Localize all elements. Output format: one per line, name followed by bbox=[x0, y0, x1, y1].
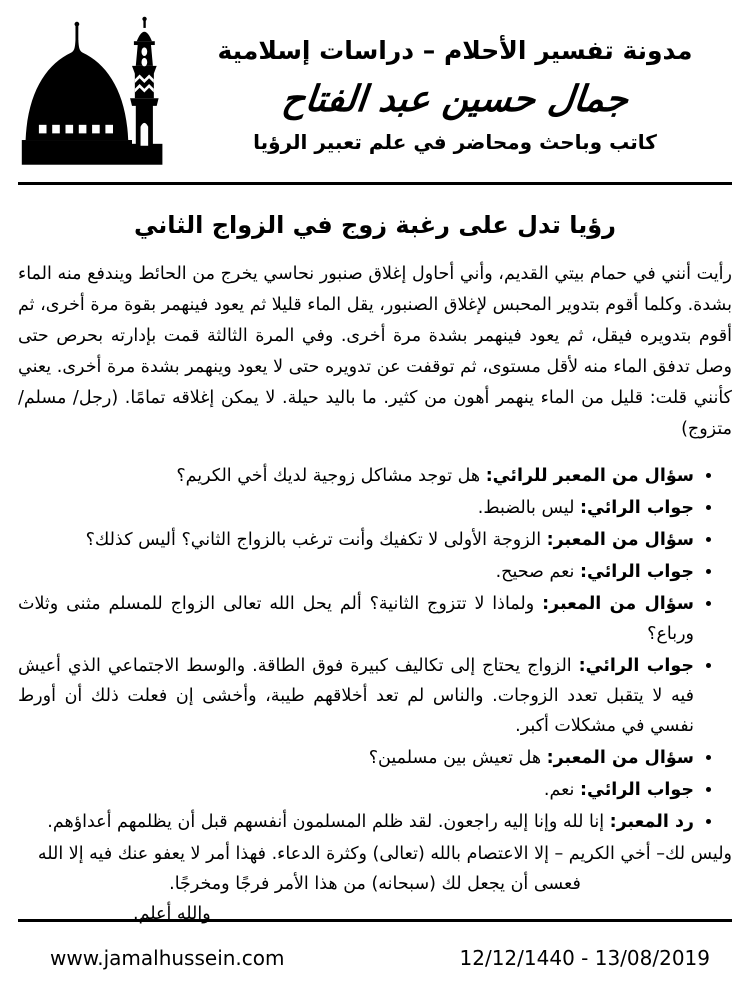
qa-item bbox=[18, 461, 694, 491]
qa-text: ليس بالضبط. bbox=[477, 498, 575, 518]
qa-item bbox=[18, 651, 694, 741]
qa-text: الزوجة الأولى لا تكفيك وأنت ترغب بالزواج الثاني؟ أليس كذلك؟ bbox=[85, 530, 542, 550]
qa-list bbox=[18, 461, 708, 837]
article-title: رؤيا تدل على رغبة زوج في الزواج الثاني bbox=[134, 211, 616, 239]
qa-label: جواب الرائي: bbox=[580, 780, 694, 800]
page-date: 12/12/1440 - 13/08/2019 bbox=[459, 946, 710, 970]
qa-text: نعم صحيح. bbox=[495, 562, 575, 582]
qa-label: سؤال من المعبر: bbox=[542, 594, 694, 614]
mosque-icon bbox=[18, 14, 170, 172]
allah-knows-best: والله أعلم. bbox=[133, 904, 211, 924]
blog-title: مدونة تفسير الأحلام – دراسات إسلامية bbox=[217, 36, 693, 65]
qa-item bbox=[18, 557, 694, 587]
closing-advice: وليس لك– أخي الكريم – إلا الاعتصام بالله (تعالى) وكثرة الدعاء. فهذا أمر لا يعفو عنك فيه إلا الله bbox=[37, 844, 732, 864]
qa-text: ولماذا لا تتزوج الثانية؟ ألم يحل الله تعالى الزواج للمسلم مثنى وثلاث ورباع؟ bbox=[18, 594, 694, 644]
qa-item bbox=[18, 589, 694, 649]
author-signature: جمال حسين عبد الفتاح bbox=[279, 79, 631, 120]
qa-label: سؤال من المعبر للرائي: bbox=[485, 466, 694, 486]
footer-section bbox=[0, 919, 750, 1000]
qa-label: سؤال من المعبر: bbox=[546, 530, 694, 550]
qa-item bbox=[18, 775, 694, 805]
qa-text: الزواج يحتاج إلى تكاليف كبيرة فوق الطاقة. والوسط الاجتماعي الذي أعيش فيه لا يتقبل تعدد الزوجات. والناس لم تعد أخلاقهم طيبة، وأخشى إن فعلت ذلك أن أورط نفسي في مشكلات أكبر. bbox=[18, 656, 694, 736]
qa-item bbox=[18, 525, 694, 555]
qa-item bbox=[18, 493, 694, 523]
qa-text: نعم. bbox=[543, 780, 575, 800]
author-subtitle: كاتب وباحث ومحاضر في علم تعبير الرؤيا bbox=[253, 130, 657, 154]
website-url: www.jamalhussein.com bbox=[50, 946, 285, 970]
footer bbox=[18, 922, 732, 1000]
header bbox=[18, 14, 732, 172]
qa-item bbox=[18, 743, 694, 773]
qa-label: جواب الرائي: bbox=[580, 562, 694, 582]
closing-supplication: فعسى أن يجعل لك (سبحانه) من هذا الأمر فرجًا ومخرجًا. bbox=[169, 874, 581, 894]
qa-text: هل توجد مشاكل زوجية لديك أخي الكريم؟ bbox=[176, 466, 481, 486]
qa-label: جواب الرائي: bbox=[578, 656, 694, 676]
qa-text: إنا لله وإنا إليه راجعون. لقد ظلم المسلمون أنفسهم قبل أن يظلمهم أعداؤهم. bbox=[47, 812, 605, 832]
qa-label: رد المعبر: bbox=[609, 812, 694, 832]
dream-narrative: رأيت أنني في حمام بيتي القديم، وأني أحاول إغلاق صنبور نحاسي يخرج من الحائط ويندفع منه الماء بشدة. وكلما أقوم بتدوير المحبس لإغلاق الصنبور، يقل الماء قليلا ثم يعود فينهمر بقوة مرة أخرى، ثم أقوم بتدويره فيقل، ثم يعود فينهمر بشدة مرة أخرى. وفي المرة الثالثة قمت بإدارته بحرص حتى وصل تدفق الماء منه لأقل مستوى، ثم توقفت عن تدويره حتى لا يعود وينهمر بشدة مرة أخرى. يعني كأنني قلت: قليل من الماء ينهمر أهون من كثير. ما باليد حيلة. لا يمكن إغلاقه تمامًا. (رجل/ مسلم/ متزوج) bbox=[18, 264, 732, 439]
qa-item bbox=[18, 807, 694, 837]
qa-label: سؤال من المعبر: bbox=[546, 748, 694, 768]
qa-label: جواب الرائي: bbox=[580, 498, 694, 518]
header-text-block bbox=[178, 32, 732, 154]
qa-text: هل تعيش بين مسلمين؟ bbox=[368, 748, 542, 768]
header-divider bbox=[18, 182, 732, 185]
